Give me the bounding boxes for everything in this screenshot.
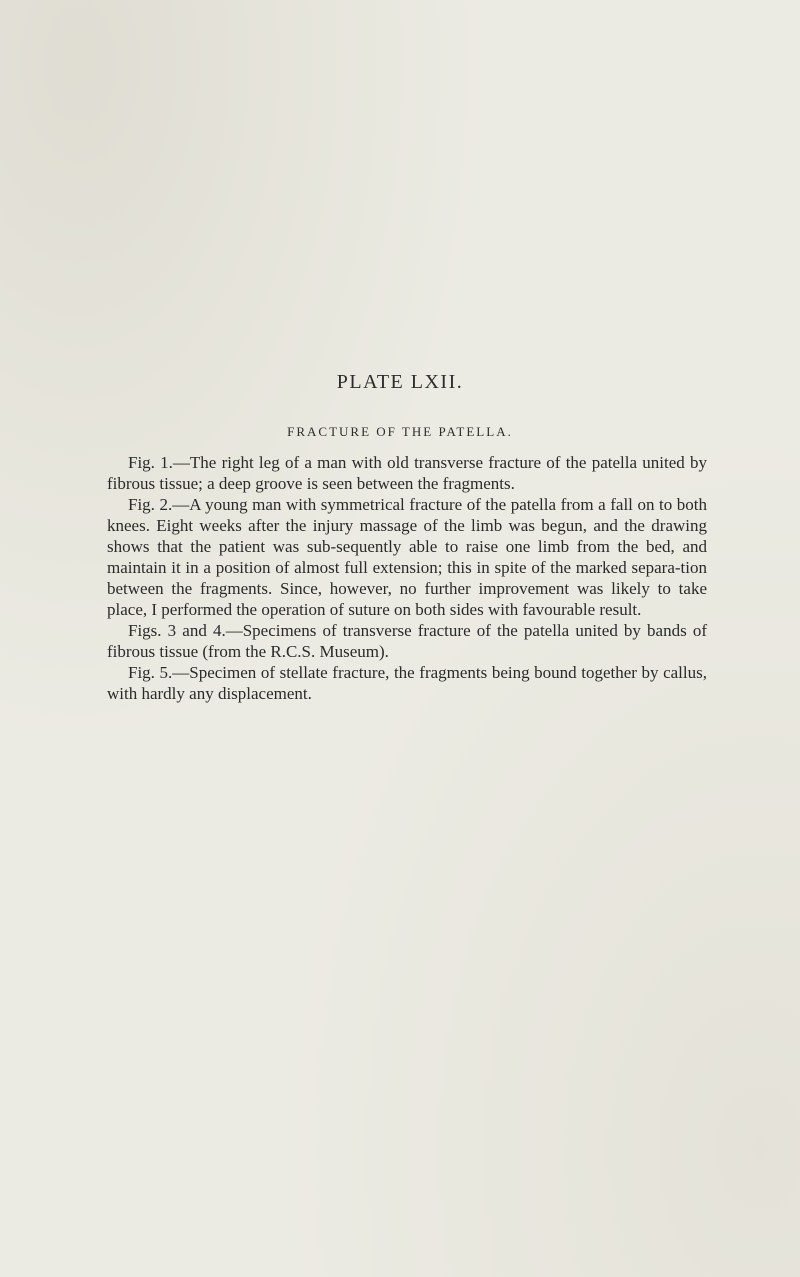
caption-paragraph-figs-3-4: Figs. 3 and 4.—Specimens of transverse fracture of the patella united by bands of fibrous tissue (from the R.C.S. Museum). (107, 621, 707, 661)
caption-paragraph-fig-5: Fig. 5.—Specimen of stellate fracture, the fragments being bound together by callus, with hardly any displacement. (107, 663, 707, 703)
caption-paragraph-fig-2: Fig. 2.—A young man with symmetrical fracture of the patella from a fall on to both knees. Eight weeks after the injury massage of the limb was begun, and the drawing shows that the patient was sub-sequently able to raise one limb from the bed, and maintain it in a position of almost full extension; this in spite of the marked separa-tion between the fragments. Since, however, no further improvement was likely to take place, I performed the operation of suture on both sides with favourable result. (107, 495, 707, 619)
plate-subtitle: FRACTURE OF THE PATELLA. (287, 424, 513, 439)
caption-paragraph-fig-1: Fig. 1.—The right leg of a man with old transverse fracture of the patella united by fibrous tissue; a deep groove is seen between the fragments. (107, 453, 707, 493)
caption-text (107, 452, 707, 704)
plate-title: PLATE LXII. (336, 371, 464, 393)
